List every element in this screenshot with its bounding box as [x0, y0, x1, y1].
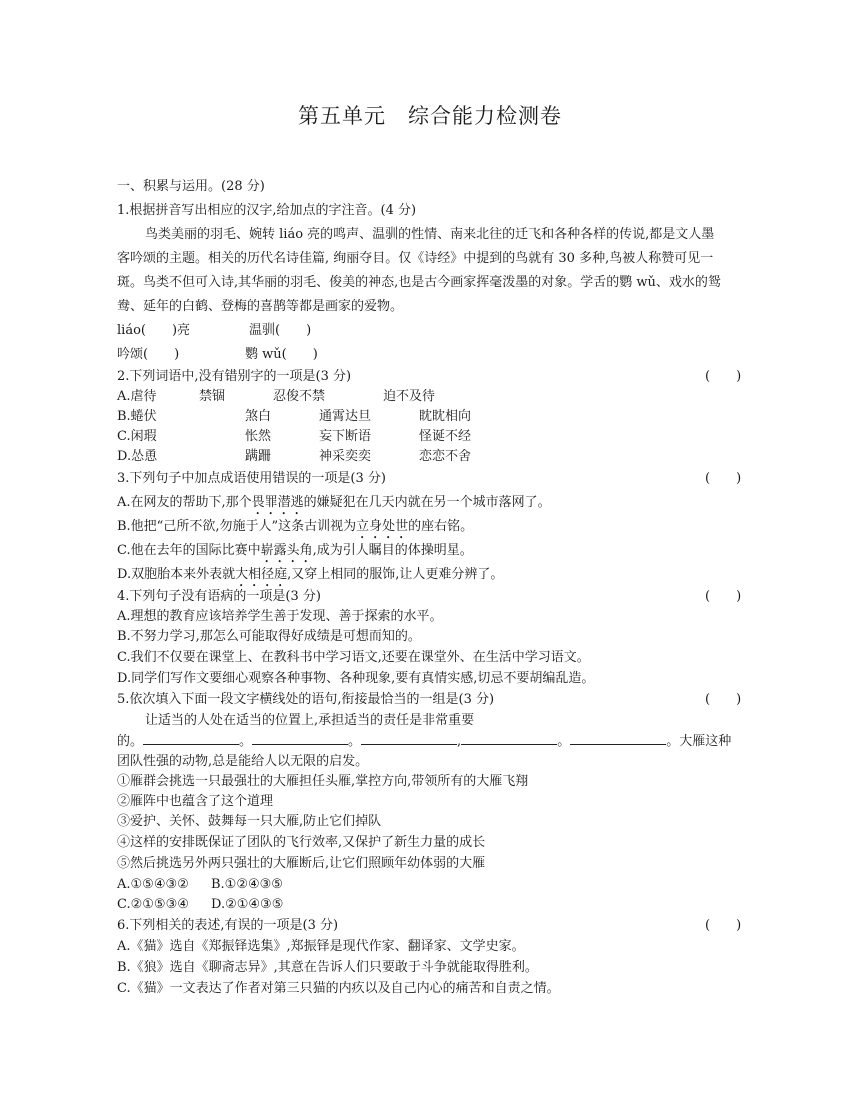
q2-word: 忍俊不禁: [273, 389, 326, 404]
q4-answer-paren[interactable]: ( ): [705, 589, 742, 604]
q5-choice-c[interactable]: C.②①⑤③④: [117, 897, 189, 912]
q4-stem: 4.下列句子没有语病的一项是(3 分): [117, 589, 321, 604]
q5-text: 团队性强的动物,总是能给人以无限的启发。: [117, 754, 369, 769]
q4-option-a[interactable]: A.理想的教育应该培养学生善于发现、善于探索的水平。: [117, 609, 443, 624]
q3-idiom: 大相径庭: [235, 567, 288, 582]
q5-blank[interactable]: [461, 732, 557, 745]
q2-word: 神采奕奕: [319, 449, 372, 464]
q2-word: 恋恋不舍: [419, 449, 472, 464]
q6-option-c[interactable]: C.《猫》一文表达了作者对第三只猫的内疚以及自己内心的痛苦和自责之情。: [117, 981, 560, 996]
q2-answer-paren[interactable]: ( ): [705, 369, 742, 384]
q1-fill-item[interactable]: 吟颂( ): [117, 347, 180, 362]
q6-option-a[interactable]: A.《猫》选自《郑振铎选集》,郑振铎是现代作家、翻译家、文学史家。: [117, 939, 525, 954]
q5-item: ②雁阵中也蕴含了这个道理: [117, 794, 274, 809]
q5-intro: 让适当的人处在适当的位置上,承担适当的责任是非常重要: [145, 713, 475, 728]
q5-blank-line: 的。 。 。 , 。 。大雁这种: [117, 734, 732, 749]
q6-answer-paren[interactable]: ( ): [705, 918, 742, 933]
q3-idiom: 崭露头角: [260, 543, 313, 558]
q1-stem: 1.根据拼音写出相应的汉字,给加点的字注音。(4 分): [117, 203, 417, 218]
q5-choice-a[interactable]: A.①⑤④③②: [117, 877, 189, 892]
q5-blank[interactable]: [361, 732, 457, 745]
q1-passage-line: 斑。鸟类不但可入诗,其华丽的羽毛、俊美的神态,也是古今画家挥毫泼墨的对象。学舌的鹦 wǔ、戏水的鸳: [117, 275, 721, 290]
q3-stem: 3.下列句子中加点成语使用错误的一项是(3 分): [117, 471, 386, 486]
q3-option-c[interactable]: C.他在去年的国际比赛中崭露头角,成为引人瞩目的体操明星。: [117, 543, 473, 558]
q5-choice-d[interactable]: D.②①④③⑤: [211, 897, 284, 912]
q6-option-b[interactable]: B.《狼》选自《聊斋志异》,其意在告诉人们只要敢于斗争就能取得胜利。: [117, 960, 538, 975]
q4-option-d[interactable]: D.同学们写作文要细心观察各种事物、各种现象,要有真情实感,切忌不要胡编乱造。: [117, 671, 595, 686]
q1-passage-line: 客吟颂的主题。相关的历代名诗佳篇, 绚丽夺目。仅《诗经》中提到的鸟就有 30 多种,鸟被人称赞可见一: [117, 251, 714, 266]
q5-stem: 5.依次填入下面一段文字横线处的语句,衔接最恰当的一组是(3 分): [117, 692, 495, 707]
q5-item: ①雁群会挑选一只最强壮的大雁担任头雁,掌控方向,带领所有的大雁飞翔: [117, 774, 529, 789]
q5-answer-paren[interactable]: ( ): [705, 692, 742, 707]
q3-option-d[interactable]: D.双胞胎本来外表就大相径庭,又穿上相同的服饰,让人更难分辨了。: [117, 567, 504, 582]
q2-option-d[interactable]: D.怂恿: [117, 449, 158, 464]
q1-fill-item[interactable]: liáo( )亮: [117, 323, 191, 338]
q5-blank[interactable]: [570, 732, 666, 745]
q4-option-c[interactable]: C.我们不仅要在课堂上、在教科书中学习语文,还要在课堂外、在生活中学习语文。: [117, 650, 590, 665]
q1-passage-line: 鸟类美丽的羽毛、婉转 liáo 亮的鸣声、温驯的性情、南来北往的迁飞和各种各样的传说,都是文人墨: [145, 227, 715, 242]
q3-idiom: 立身处世: [356, 519, 409, 534]
q4-option-b[interactable]: B.不努力学习,那怎么可能取得好成绩是可想而知的。: [117, 629, 421, 644]
q2-option-b[interactable]: B.蜷伏: [117, 409, 157, 424]
q2-word: 怪诞不经: [419, 429, 472, 444]
q2-word: 通霄达旦: [319, 409, 372, 424]
q2-word: 眈眈相向: [419, 409, 472, 424]
q5-item: ③爱护、关怀、鼓舞每一只大雁,防止它们掉队: [117, 814, 382, 829]
q2-word: 怅然: [245, 429, 272, 444]
q2-word: 妄下断语: [319, 429, 372, 444]
section-heading: 一、积累与运用。(28 分): [117, 179, 265, 194]
q3-option-a[interactable]: A.在网友的帮助下,那个畏罪潜逃的嫌疑犯在几天内就在另一个城市落网了。: [117, 495, 551, 510]
q1-passage-line: 鸯、延年的白鹤、登梅的喜鹊等都是画家的爱物。: [117, 299, 404, 314]
q2-word: 蹒跚: [245, 449, 272, 464]
q2-word: 煞白: [245, 409, 272, 424]
q5-choice-b[interactable]: B.①②④③⑤: [211, 877, 283, 892]
q3-idiom: 畏罪潜逃: [251, 495, 304, 510]
q5-item: ④这样的安排既保证了团队的飞行效率,又保护了新生力量的成长: [117, 835, 486, 850]
q1-fill-item[interactable]: 温驯( ): [249, 323, 312, 338]
q5-item: ⑤然后挑选另外两只强壮的大雁断后,让它们照顾年幼体弱的大雁: [117, 856, 486, 871]
q5-blank[interactable]: [252, 732, 348, 745]
q1-fill-item[interactable]: 鹦 wǔ( ): [245, 347, 318, 362]
page-title: 第五单元 综合能力检测卷: [298, 104, 562, 128]
q2-word: 禁锢: [199, 389, 226, 404]
q3-option-b[interactable]: B.他把“己所不欲,勿施于人”这条古训视为立身处世的座右铭。: [117, 519, 474, 534]
q3-answer-paren[interactable]: ( ): [705, 471, 742, 486]
q6-stem: 6.下列相关的表述,有误的一项是(3 分): [117, 918, 339, 933]
q2-option-c[interactable]: C.闲瑕: [117, 429, 157, 444]
q2-word: 迫不及待: [383, 389, 436, 404]
q2-option-a[interactable]: A.虐待: [117, 389, 157, 404]
q2-stem: 2.下列词语中,没有错别字的一项是(3 分): [117, 369, 352, 384]
q5-blank[interactable]: [143, 732, 239, 745]
